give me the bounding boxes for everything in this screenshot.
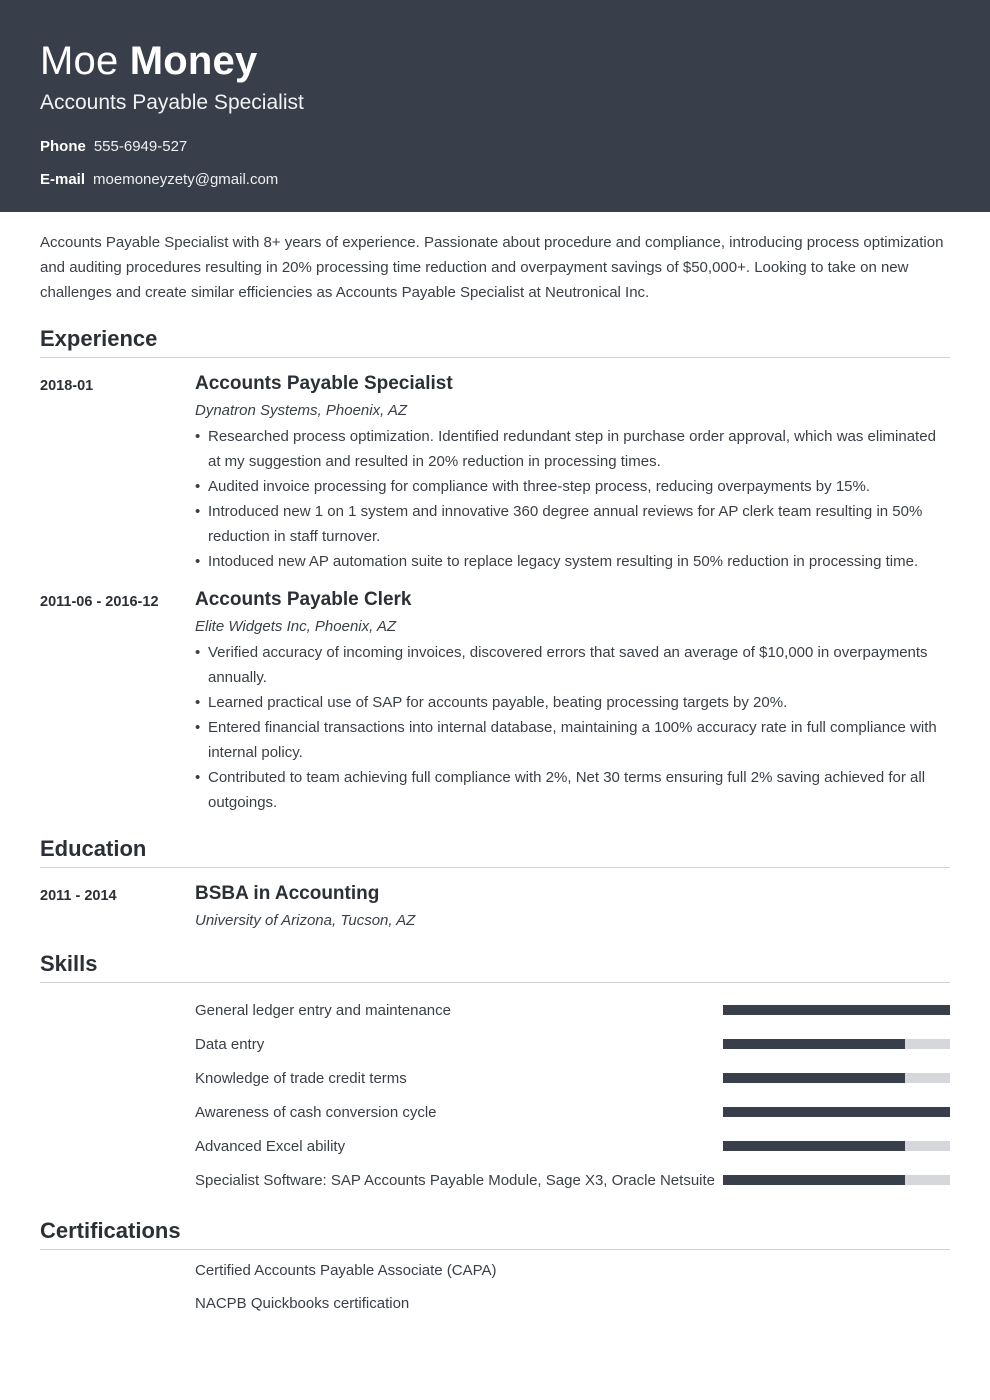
skills-heading: Skills (40, 930, 950, 983)
skill-level-bar (723, 1107, 950, 1117)
duty-item: • Verified accuracy of incoming invoices, discovered errors that saved an average of $10,000 in overpayments annually. (195, 640, 950, 690)
skills-section (0, 930, 990, 1197)
skill-level-fill (723, 1175, 905, 1185)
entry-body (195, 372, 950, 574)
company-name: Elite Widgets Inc, Phoenix, AZ (195, 618, 397, 635)
skill-level-bar (723, 1175, 950, 1185)
entry-date: 2011 - 2014 (40, 888, 117, 904)
skill-row (195, 1061, 950, 1095)
phone-value: 555-6949-527 (93, 138, 188, 155)
experience-entry (40, 588, 950, 815)
resume-header (0, 0, 990, 212)
email-row (40, 171, 950, 189)
duty-item: • Contributed to team achieving full compliance with 2%, Net 30 terms ensuring full 2% saving achieved for all outgoings. (195, 765, 950, 815)
duty-item: • Entered financial transactions into internal database, maintaining a 100% accuracy rate in full compliance with internal policy. (195, 715, 950, 765)
skill-row (195, 1095, 950, 1129)
job-position: Accounts Payable Specialist (195, 373, 453, 394)
skill-row (195, 1027, 950, 1061)
experience-heading: Experience (40, 305, 950, 358)
skill-name: Awareness of cash conversion cycle (195, 1103, 437, 1121)
first-name: Moe (40, 39, 119, 83)
skill-row (195, 1163, 950, 1197)
certifications-list (195, 1262, 950, 1313)
entry-body (195, 588, 950, 815)
duty-item: • Introduced new 1 on 1 system and innovative 360 degree annual reviews for AP clerk team resulting in 50% reduction in staff turnover. (195, 499, 950, 549)
certifications-section (0, 1197, 990, 1313)
certification-item: Certified Accounts Payable Associate (CAPA) (195, 1262, 497, 1279)
education-heading: Education (40, 815, 950, 868)
skill-name: Data entry (195, 1035, 265, 1053)
skill-level-fill (723, 1073, 905, 1083)
skill-name: Advanced Excel ability (195, 1137, 346, 1155)
duty-item: • Researched process optimization. Identified redundant step in purchase order approval, which was eliminated at my suggestion and resulted in 20% reduction in processing times. (195, 424, 950, 474)
education-entry (40, 882, 950, 930)
candidate-name (40, 38, 950, 84)
duties-list (195, 424, 950, 574)
duty-item: • Audited invoice processing for compliance with three-step process, reducing overpayments by 15%. (195, 474, 950, 499)
entry-date: 2011-06 - 2016-12 (40, 594, 159, 610)
summary-paragraph: Accounts Payable Specialist with 8+ years of experience. Passionate about procedure and compliance, introducing process optimization and auditing procedures resulting in 20% processing time reduction and overpayment savings of $50,000+. Looking to take on new challenges and create similar efficiencies as Accounts Payable Specialist at Neutronical Inc. (40, 234, 944, 301)
skill-name: General ledger entry and maintenance (195, 1001, 451, 1019)
skill-level-bar (723, 1005, 950, 1015)
skill-row (195, 993, 950, 1027)
email-label: E-mail (40, 171, 86, 188)
skill-level-fill (723, 1141, 905, 1151)
contact-info (40, 138, 950, 189)
skill-level-fill (723, 1107, 950, 1117)
skill-name: Knowledge of trade credit terms (195, 1069, 407, 1087)
last-name: Money (129, 39, 258, 83)
certification-item: NACPB Quickbooks certification (195, 1295, 410, 1312)
phone-label: Phone (40, 138, 86, 155)
job-position: Accounts Payable Clerk (195, 589, 412, 610)
skill-level-bar (723, 1073, 950, 1083)
skill-level-bar (723, 1141, 950, 1151)
skill-name: Specialist Software: SAP Accounts Payable Module, Sage X3, Oracle Netsuite (195, 1171, 716, 1189)
degree-name: BSBA in Accounting (195, 883, 380, 904)
email-value[interactable]: moemoneyzety@gmail.com (93, 171, 279, 188)
duties-list (195, 640, 950, 815)
experience-entry (40, 372, 950, 574)
company-name: Dynatron Systems, Phoenix, AZ (195, 402, 408, 419)
skill-level-fill (723, 1005, 950, 1015)
certifications-heading: Certifications (40, 1197, 950, 1250)
entry-date: 2018-01 (40, 378, 94, 394)
experience-section (0, 305, 990, 815)
skills-list (195, 993, 950, 1197)
skill-level-bar (723, 1039, 950, 1049)
entry-body (195, 882, 950, 930)
education-section (0, 815, 990, 930)
duty-item: • Learned practical use of SAP for accounts payable, beating processing targets by 20%. (195, 690, 950, 715)
school-name: University of Arizona, Tucson, AZ (195, 912, 416, 929)
duty-item: • Intoduced new AP automation suite to replace legacy system resulting in 50% reduction in processing time. (195, 549, 950, 574)
job-title: Accounts Payable Specialist (40, 91, 304, 114)
skill-level-fill (723, 1039, 905, 1049)
skill-row (195, 1129, 950, 1163)
phone-row (40, 138, 950, 156)
